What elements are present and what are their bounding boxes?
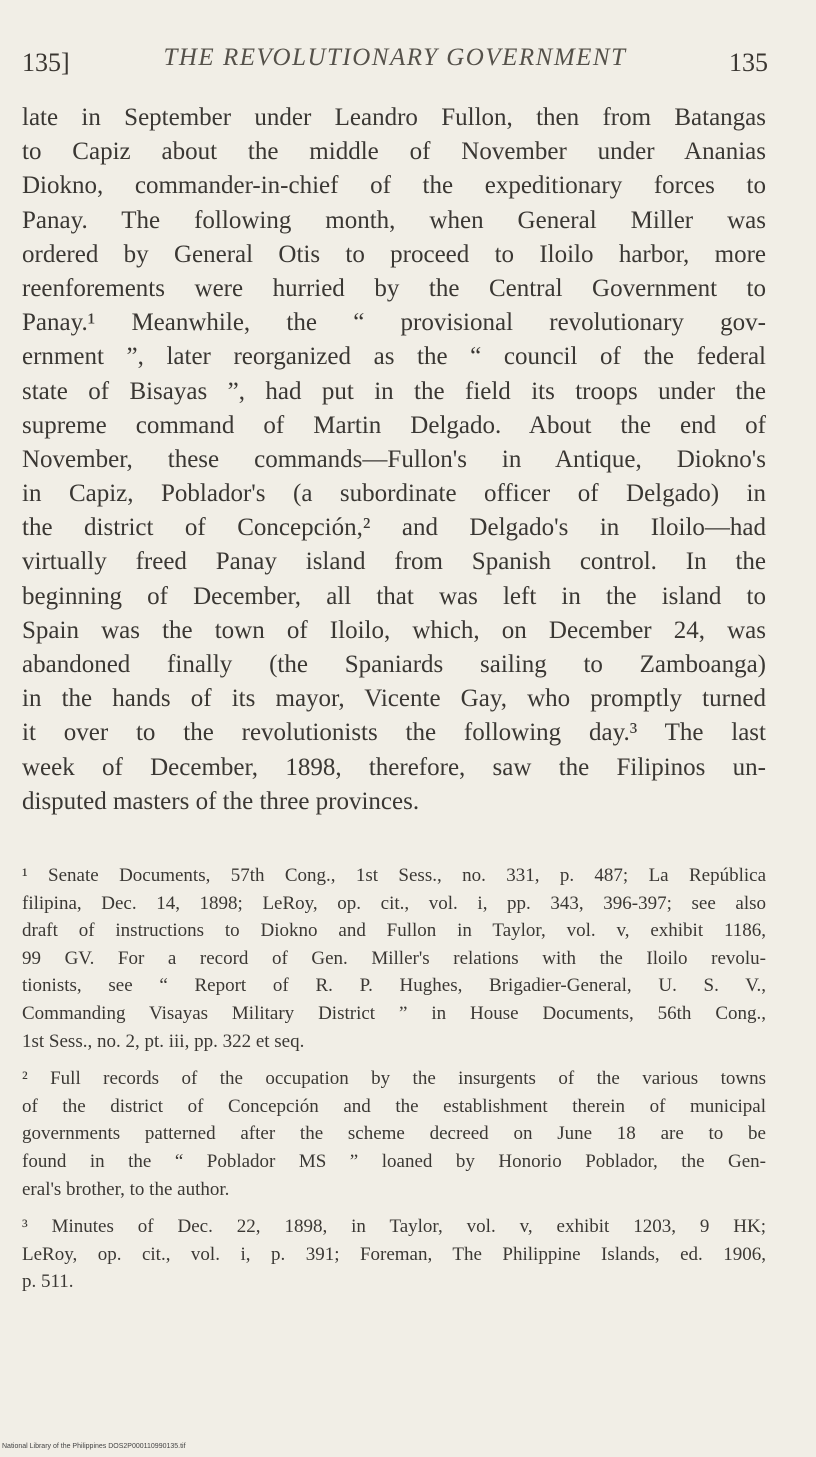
body-line: abandoned finally (the Spaniards sailing to Zamboanga) bbox=[22, 651, 766, 678]
body-line: the district of Concepción,² and Delgado's in Iloilo—had bbox=[22, 514, 766, 542]
body-line: week of December, 1898, therefore, saw the Filipinos un- bbox=[22, 753, 766, 781]
footnote-line: tionists, see “ Report of R. P. Hughes, Brigadier-General, U. S. V., bbox=[22, 975, 766, 997]
footnote-line: Commanding Visayas Military District ” in House Documents, 56th Cong., bbox=[22, 1002, 766, 1024]
body-line: beginning of December, all that was left in the island to bbox=[22, 582, 766, 610]
footnote-line: p. 511. bbox=[22, 1271, 74, 1293]
body-line: November, these commands—Fullon's in Antique, Diokno's bbox=[22, 445, 766, 473]
body-line: it over to the revolutionists the following day.³ The last bbox=[22, 719, 766, 747]
body-line: state of Bisayas ”, had put in the field its troops under the bbox=[22, 377, 766, 405]
footnote-2 bbox=[22, 1065, 766, 1203]
body-line: ordered by General Otis to proceed to Iloilo harbor, more bbox=[22, 240, 766, 268]
body-line: Spain was the town of Iloilo, which, on December 24, was bbox=[22, 616, 766, 644]
footnote-gap bbox=[22, 1203, 766, 1213]
footnote-line: filipina, Dec. 14, 1898; LeRoy, op. cit., vol. i, pp. 343, 396-397; see also bbox=[22, 892, 766, 914]
running-header bbox=[22, 40, 768, 84]
body-line: virtually freed Panay island from Spanish control. In the bbox=[22, 548, 766, 576]
footnote-3 bbox=[22, 1213, 766, 1296]
body-line: in Capiz, Poblador's (a subordinate officer of Delgado) in bbox=[22, 480, 766, 508]
footnote-line: draft of instructions to Diokno and Fullon in Taylor, vol. v, exhibit 1186, bbox=[22, 920, 766, 942]
footnote-line: 99 GV. For a record of Gen. Miller's relations with the Iloilo revolu- bbox=[22, 947, 766, 969]
footnote-line: of the district of Concepción and the establishment therein of municipal bbox=[22, 1095, 766, 1117]
body-paragraph bbox=[22, 101, 766, 819]
scan-footer-label: National Library of the Philippines DOS2P000110990135.tif bbox=[2, 1443, 186, 1450]
body-line: reenforements were hurried by the Central Government to bbox=[22, 274, 766, 302]
footnote-line: eral's brother, to the author. bbox=[22, 1178, 230, 1200]
running-title: THE REVOLUTIONARY GOVERNMENT bbox=[163, 44, 627, 71]
body-line: disputed masters of the three provinces. bbox=[22, 787, 420, 815]
footnote-line: ¹ Senate Documents, 57th Cong., 1st Sess., no. 331, p. 487; La República bbox=[22, 865, 766, 886]
body-line: ernment ”, later reorganized as the “ council of the federal bbox=[22, 343, 766, 371]
body-line: Panay. The following month, when General Miller was bbox=[22, 206, 766, 234]
body-line: to Capiz about the middle of November under Ananias bbox=[22, 138, 766, 166]
page-number-left: 135] bbox=[22, 48, 70, 77]
body-line: supreme command of Martin Delgado. About the end of bbox=[22, 411, 766, 439]
footnote-line: ² Full records of the occupation by the insurgents of the various towns bbox=[22, 1068, 766, 1090]
footnote-line: found in the “ Poblador MS ” loaned by Honorio Poblador, the Gen- bbox=[22, 1150, 766, 1172]
footnote-line: governments patterned after the scheme decreed on June 18 are to be bbox=[22, 1123, 766, 1145]
footnote-line: 1st Sess., no. 2, pt. iii, pp. 322 et seq. bbox=[22, 1030, 305, 1052]
footnote-gap bbox=[22, 1055, 766, 1065]
body-line: late in September under Leandro Fullon, then from Batangas bbox=[22, 104, 766, 131]
page-number-right: 135 bbox=[729, 48, 768, 77]
body-line: Diokno, commander-in-chief of the expeditionary forces to bbox=[22, 172, 766, 200]
footnotes bbox=[22, 862, 766, 1296]
footnote-line: LeRoy, op. cit., vol. i, p. 391; Foreman, The Philippine Islands, ed. 1906, bbox=[22, 1243, 766, 1265]
footnote-1 bbox=[22, 862, 766, 1055]
body-line: Panay.¹ Meanwhile, the “ provisional revolutionary gov- bbox=[22, 309, 766, 337]
footnote-line: ³ Minutes of Dec. 22, 1898, in Taylor, vol. v, exhibit 1203, 9 HK; bbox=[22, 1216, 766, 1238]
body-line: in the hands of its mayor, Vicente Gay, who promptly turned bbox=[22, 685, 766, 713]
